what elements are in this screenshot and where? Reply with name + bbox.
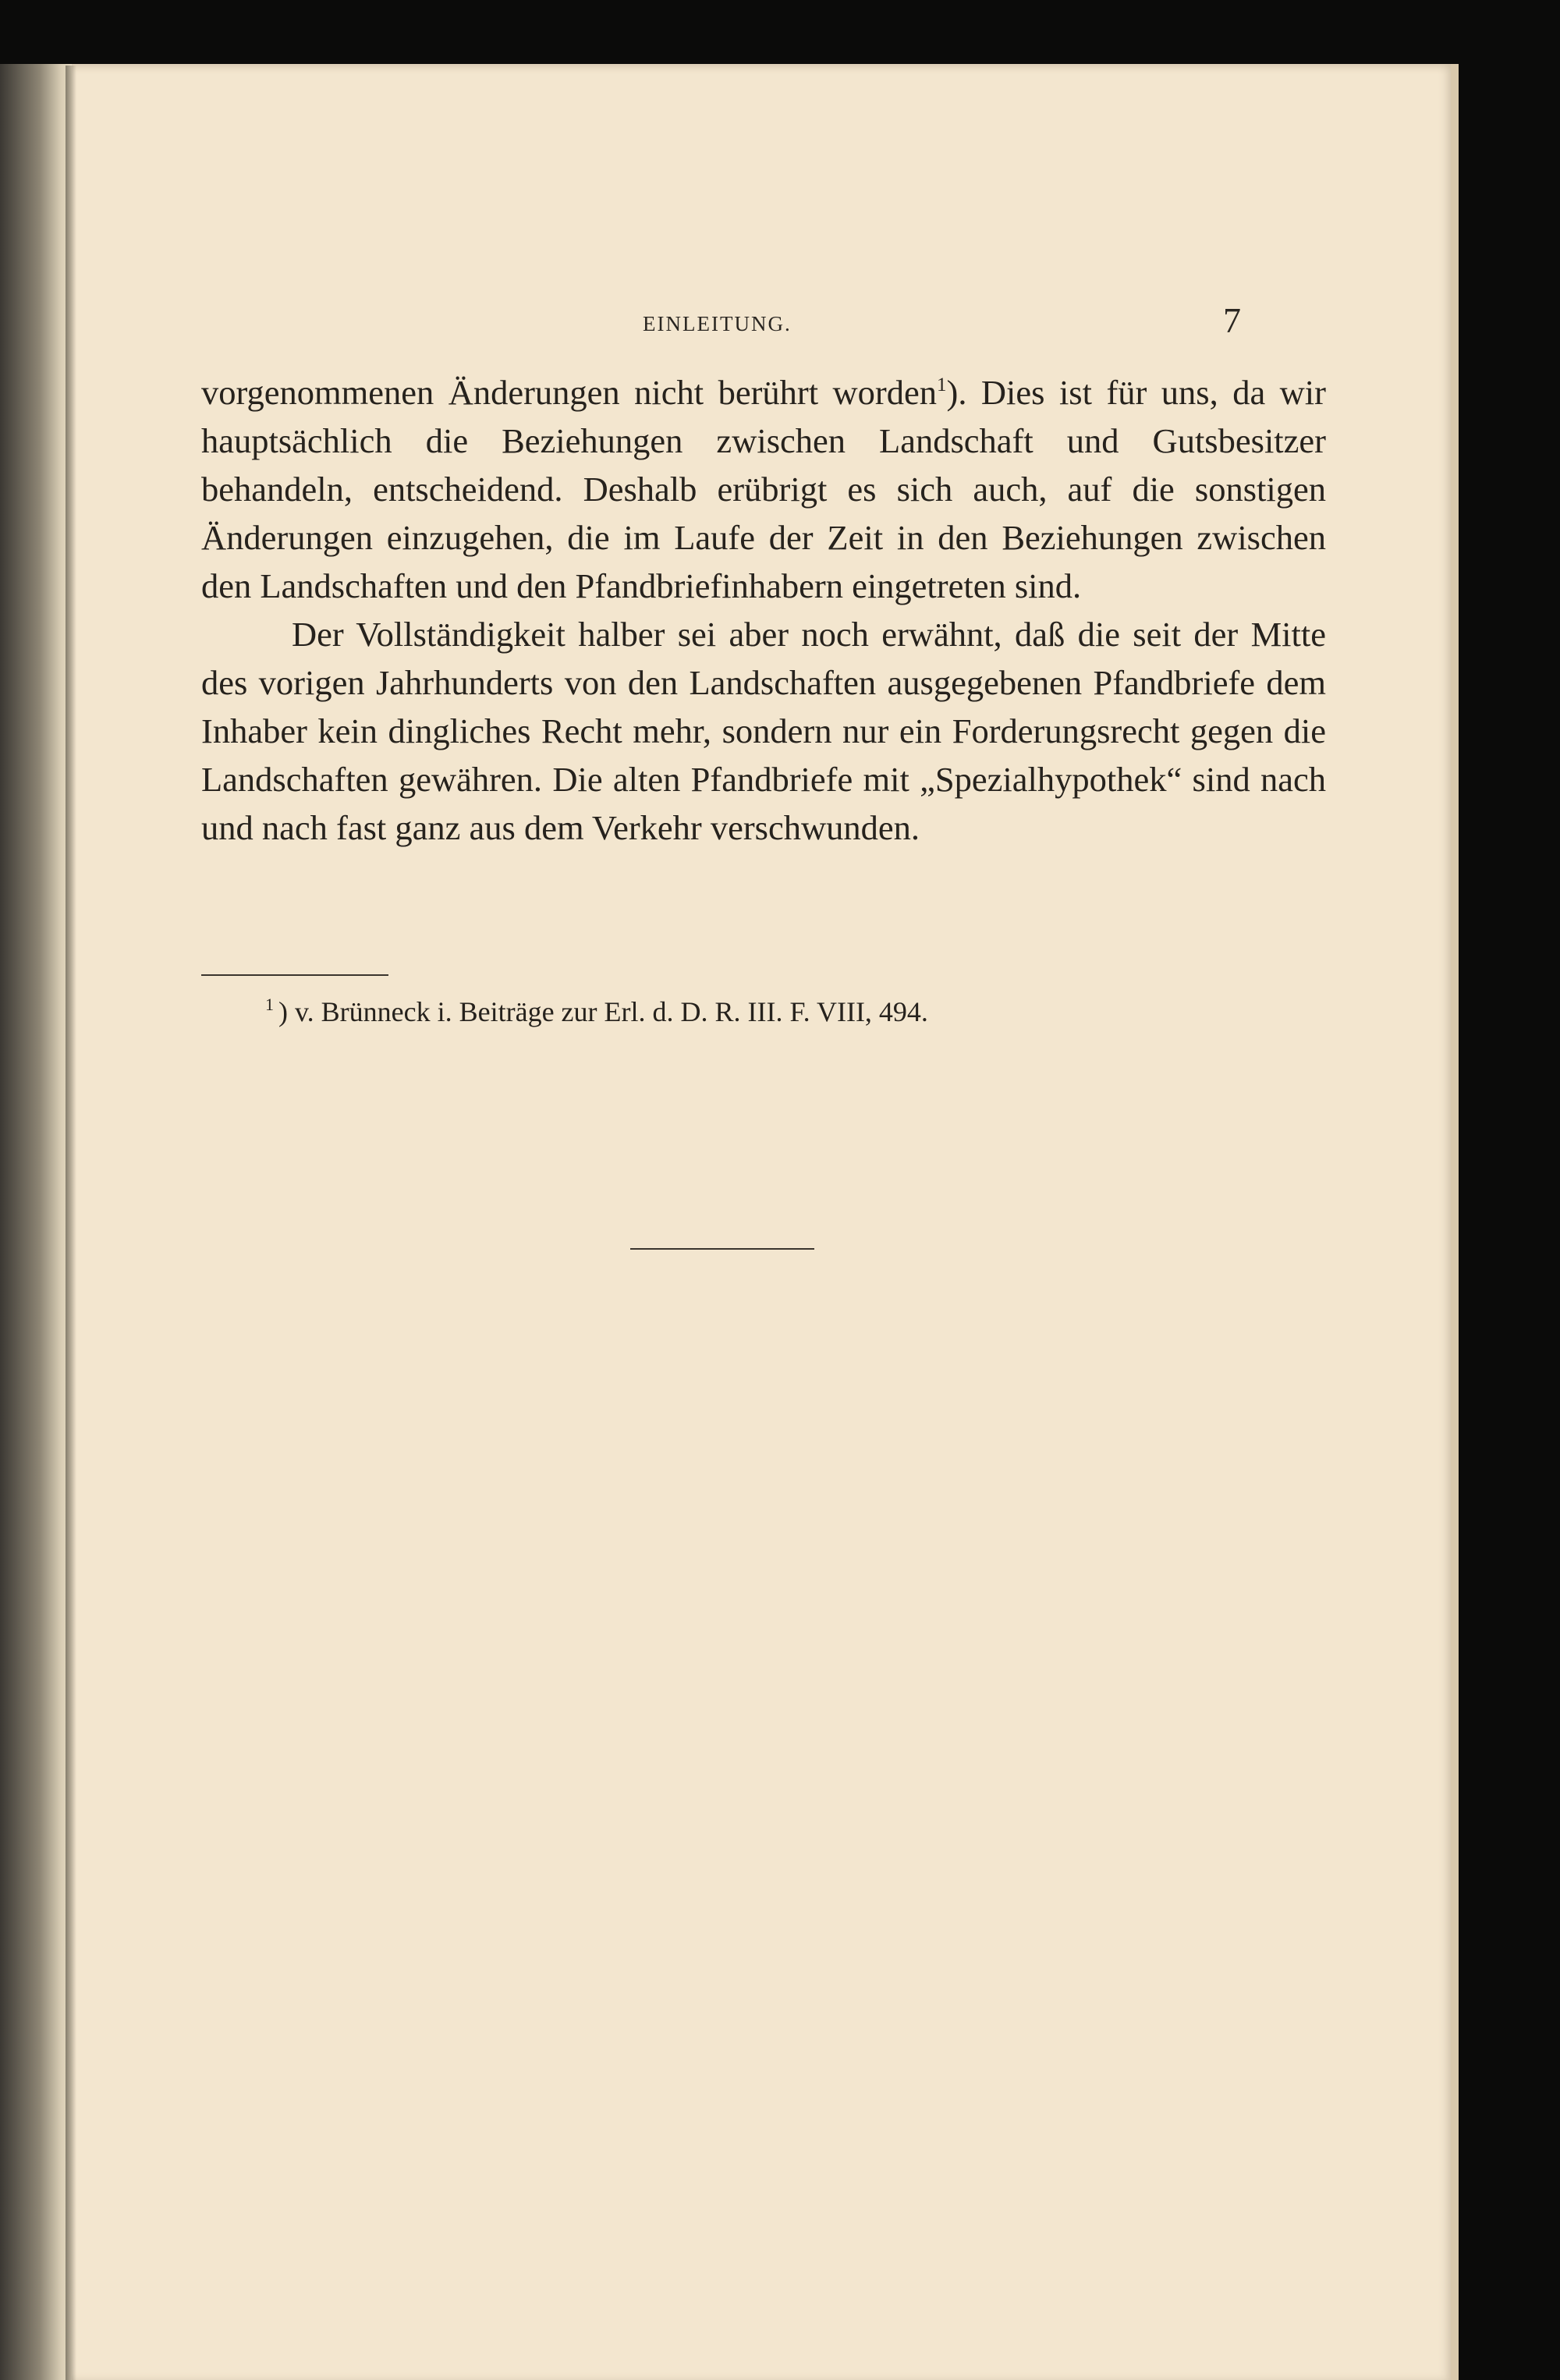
footnote-text: v. Brünneck i. Beiträge zur Erl. d. D. R. III. F. VIII, 494. xyxy=(295,996,928,1027)
paragraph-1-continuation: ). Dies ist für uns, da wir hauptsächlich die Beziehungen zwischen Landschaft und Gutsbesitzer behandeln, entscheidend. Deshalb erübrigt es sich auch, auf die sonstigen Änderungen einzugehen, die im Laufe der Zeit in den Beziehungen zwischen den Landschaften und den Pfandbriefinhabern eingetreten sind. xyxy=(201,373,1326,605)
footnote xyxy=(265,992,1279,1031)
book-page xyxy=(72,64,1451,2380)
gutter-shadow xyxy=(66,66,76,2380)
footnote-reference: 1 xyxy=(937,374,947,395)
footnote-rule xyxy=(201,974,388,976)
right-page-edge xyxy=(1451,64,1459,2380)
body-text xyxy=(201,368,1326,852)
paragraph-1 xyxy=(201,368,1326,610)
paragraph-1-text: vorgenommenen Änderungen nicht berührt worden xyxy=(201,373,937,412)
left-page-edge xyxy=(0,64,72,2380)
page-number: 7 xyxy=(1223,300,1241,340)
section-end-rule xyxy=(630,1248,814,1250)
running-title: EINLEITUNG. xyxy=(643,312,792,335)
footnote-mark: 1 xyxy=(265,995,274,1014)
footnote-mark-close: ) xyxy=(278,996,288,1027)
paragraph-2: Der Vollständigkeit halber sei aber noch erwähnt, daß die seit der Mitte des vorigen Jahrhunderts von den Landschaften ausgegebenen Pfandbriefe dem Inhaber kein dingliches Recht mehr, sondern nur ein Forderungsrecht gegen die Landschaften gewähren. Die alten Pfandbriefe mit „Spezialhypothek“ sind nach und nach fast ganz aus dem Verkehr verschwunden. xyxy=(201,615,1326,847)
